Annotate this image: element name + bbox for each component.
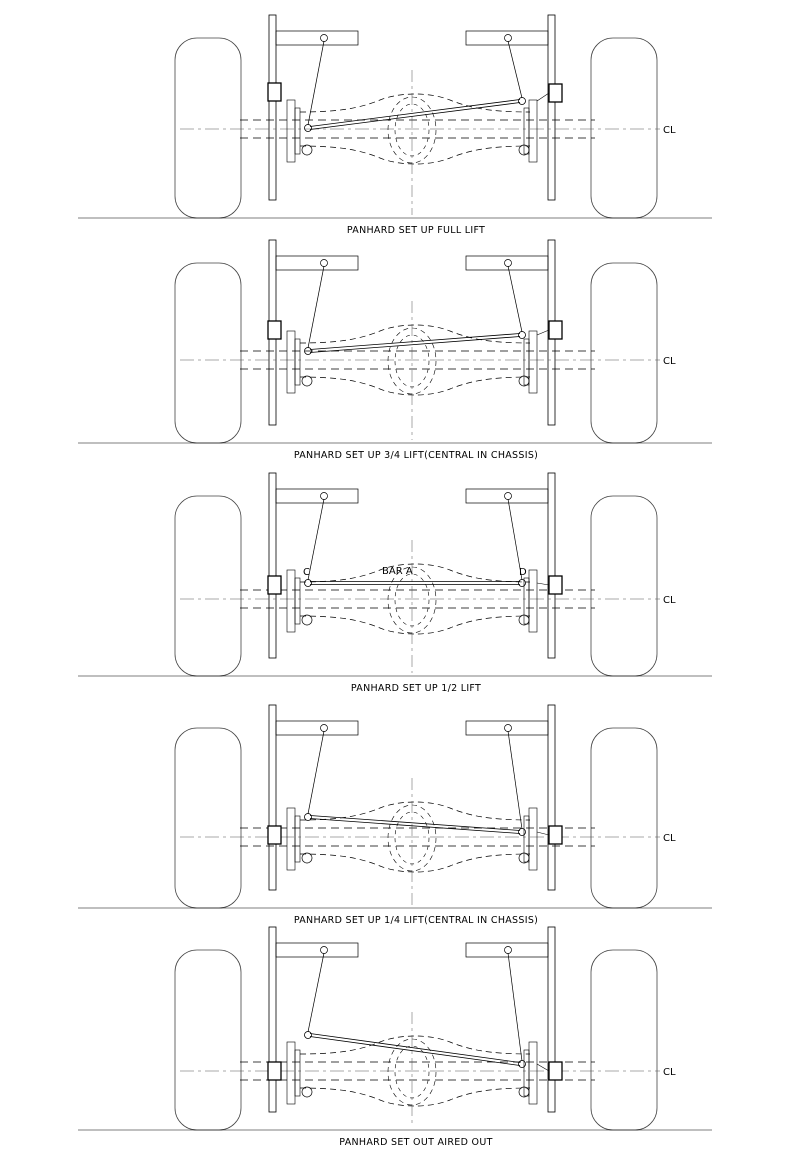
panel: [78, 240, 712, 461]
panhard-bar-lower: [310, 819, 520, 834]
right-hub-plate: [529, 331, 537, 393]
panel: [78, 473, 712, 694]
panhard-right-end: [519, 829, 526, 836]
left-upper-bracket: [276, 943, 358, 957]
point-d-label: D: [519, 567, 527, 578]
right-wheel: [591, 728, 657, 908]
panhard-right-end: [519, 580, 526, 587]
centerline-label: CL: [663, 125, 676, 136]
left-lower-pivot: [302, 615, 312, 625]
left-hub-plate: [287, 331, 295, 393]
left-frame-mount: [268, 321, 281, 339]
left-hub-plate: [287, 100, 295, 162]
left-frame-mount: [268, 826, 281, 844]
right-hub-plate: [529, 808, 537, 870]
panhard-bar-upper: [310, 1034, 520, 1063]
left-hub-flange: [295, 816, 300, 862]
panels-root: [78, 15, 712, 1148]
left-upper-link: [308, 731, 324, 814]
panhard-right-end: [519, 332, 526, 339]
left-hub-flange: [295, 578, 300, 624]
left-lower-pivot: [302, 376, 312, 386]
left-upper-link: [308, 953, 324, 1032]
left-frame-mount: [268, 576, 281, 594]
panel-caption: PANHARD SET UP 1/4 LIFT(CENTRAL IN CHASSIS): [293, 915, 539, 926]
left-frame-rail: [269, 15, 276, 200]
panhard-right-end: [519, 1061, 526, 1068]
left-wheel: [175, 263, 241, 443]
left-upper-pivot: [321, 947, 328, 954]
panhard-right-end: [519, 98, 526, 105]
right-upper-bracket: [466, 943, 548, 957]
left-frame-mount: [268, 1062, 281, 1080]
right-frame-rail: [548, 15, 555, 200]
right-wheel: [591, 496, 657, 676]
left-upper-link: [308, 266, 324, 348]
left-upper-link: [308, 499, 324, 580]
right-upper-link: [508, 731, 522, 829]
panhard-left-end: [305, 1032, 312, 1039]
panel-caption: PANHARD SET UP 1/2 LIFT: [350, 683, 482, 694]
panhard-bar-upper: [310, 334, 520, 350]
right-mount-bracket: [537, 583, 549, 585]
panhard-left-end: [305, 814, 312, 821]
left-upper-bracket: [276, 489, 358, 503]
left-lower-pivot: [302, 853, 312, 863]
left-frame-rail: [269, 705, 276, 890]
right-hub-plate: [529, 1042, 537, 1104]
left-hub-plate: [287, 1042, 295, 1104]
left-hub-plate: [287, 570, 295, 632]
panhard-left-end: [305, 125, 312, 132]
right-mount-bracket: [537, 330, 549, 335]
centerline-label: CL: [663, 356, 676, 367]
right-upper-bracket: [466, 256, 548, 270]
right-frame-rail: [548, 927, 555, 1112]
right-upper-bracket: [466, 31, 548, 45]
panel-caption: PANHARD SET OUT AIRED OUT: [339, 1137, 493, 1148]
panhard-bar-lower: [310, 337, 520, 353]
right-hub-plate: [529, 570, 537, 632]
panhard-bar-lower: [310, 1037, 520, 1066]
right-frame-mount: [549, 1062, 562, 1080]
left-wheel: [175, 496, 241, 676]
left-upper-link: [308, 41, 324, 125]
bar-a-label: BAR A: [382, 566, 413, 577]
left-hub-flange: [295, 108, 300, 154]
right-frame-mount: [549, 321, 562, 339]
right-upper-pivot: [505, 260, 512, 267]
left-wheel: [175, 38, 241, 218]
panel: [78, 927, 712, 1148]
left-wheel: [175, 728, 241, 908]
panel: [78, 705, 712, 926]
right-upper-pivot: [505, 493, 512, 500]
left-upper-bracket: [276, 31, 358, 45]
left-upper-pivot: [321, 725, 328, 732]
right-wheel: [591, 263, 657, 443]
centerline-label: CL: [663, 595, 676, 606]
left-frame-rail: [269, 473, 276, 658]
right-mount-bracket: [537, 1064, 549, 1071]
left-upper-pivot: [321, 260, 328, 267]
right-frame-rail: [548, 705, 555, 890]
left-wheel: [175, 950, 241, 1130]
panhard-bar-lower: [310, 103, 520, 130]
left-hub-flange: [295, 1050, 300, 1096]
right-upper-link: [508, 266, 522, 332]
right-upper-pivot: [505, 35, 512, 42]
panhard-bar-upper: [310, 100, 520, 127]
right-upper-bracket: [466, 721, 548, 735]
left-hub-plate: [287, 808, 295, 870]
right-upper-pivot: [505, 725, 512, 732]
left-frame-rail: [269, 927, 276, 1112]
left-upper-bracket: [276, 256, 358, 270]
right-wheel: [591, 38, 657, 218]
left-upper-bracket: [276, 721, 358, 735]
right-upper-link: [508, 41, 522, 98]
right-mount-bracket: [537, 832, 549, 835]
left-lower-pivot: [302, 1087, 312, 1097]
right-frame-mount: [549, 576, 562, 594]
right-wheel: [591, 950, 657, 1130]
right-frame-mount: [549, 826, 562, 844]
right-upper-bracket: [466, 489, 548, 503]
panel-caption: PANHARD SET UP 3/4 LIFT(CENTRAL IN CHASSIS): [293, 450, 539, 461]
left-upper-pivot: [321, 35, 328, 42]
left-frame-mount: [268, 83, 281, 101]
right-frame-mount: [549, 84, 562, 102]
point-c-label: C: [303, 567, 310, 578]
centerline-label: CL: [663, 1067, 676, 1078]
panhard-left-end: [305, 580, 312, 587]
left-lower-pivot: [302, 145, 312, 155]
right-hub-plate: [529, 100, 537, 162]
right-upper-link: [508, 953, 522, 1061]
centerline-label: CL: [663, 833, 676, 844]
right-upper-pivot: [505, 947, 512, 954]
right-mount-bracket: [537, 93, 549, 101]
panel-caption: PANHARD SET UP FULL LIFT: [346, 225, 486, 236]
right-frame-rail: [548, 473, 555, 658]
panel: [78, 15, 712, 236]
left-upper-pivot: [321, 493, 328, 500]
left-hub-flange: [295, 339, 300, 385]
